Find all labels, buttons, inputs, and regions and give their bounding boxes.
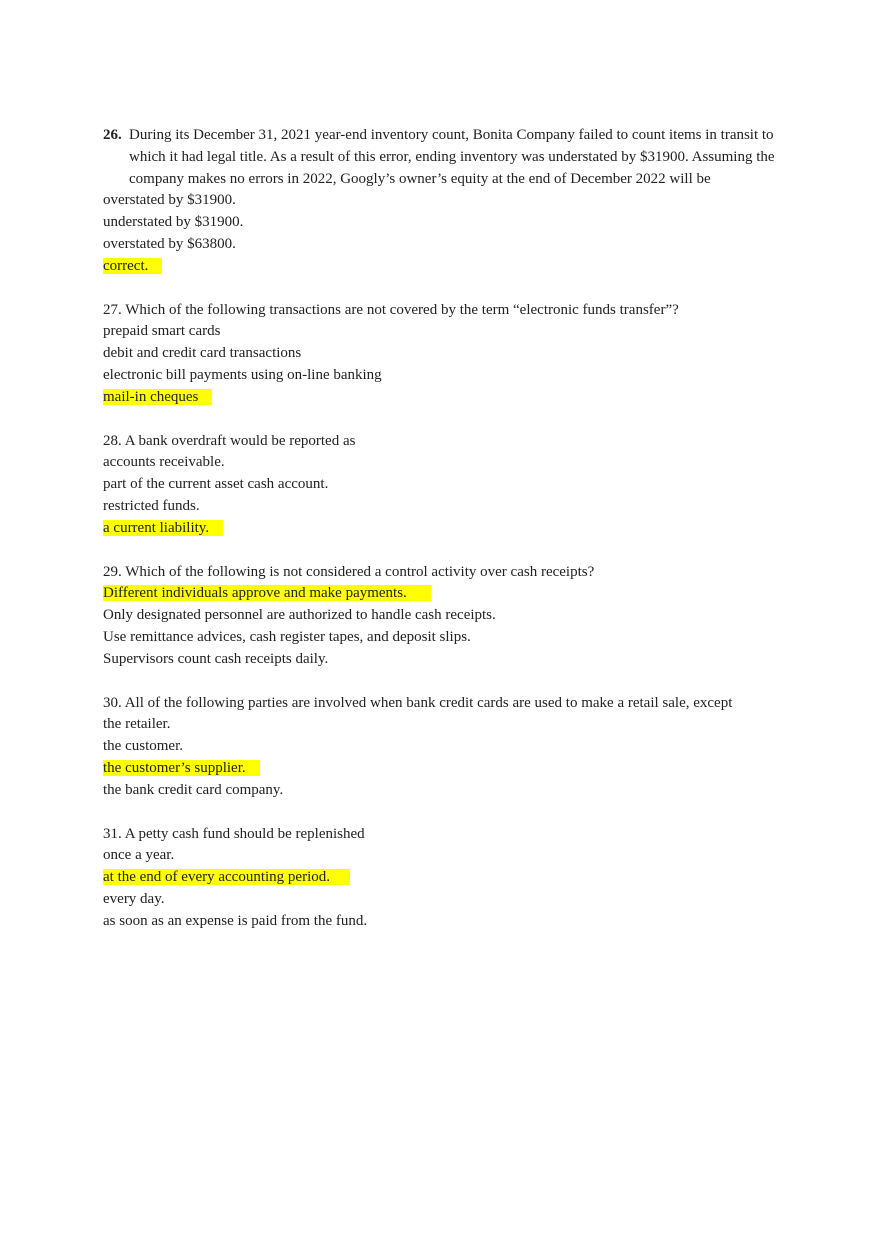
answer-option — [103, 212, 783, 234]
option-text: the retailer. — [103, 716, 171, 733]
highlighted-answer: at the end of every accounting period. — [103, 869, 350, 885]
answer-option — [103, 911, 783, 933]
answer-option — [103, 605, 783, 627]
answer-option-highlighted — [103, 387, 783, 409]
answer-option — [103, 714, 783, 736]
question-text — [103, 125, 783, 190]
answer-option-highlighted — [103, 518, 783, 540]
question-prompt: A bank overdraft would be reported as — [124, 432, 356, 449]
option-text: every day. — [103, 890, 165, 907]
answer-option — [103, 845, 783, 867]
option-text: electronic bill payments using on-line banking — [103, 366, 382, 383]
option-text: overstated by $63800. — [103, 235, 236, 252]
option-text: Only designated personnel are authorized to handle cash receipts. — [103, 607, 496, 624]
option-text: understated by $31900. — [103, 214, 244, 231]
option-text: once a year. — [103, 847, 175, 864]
answer-option — [103, 321, 783, 343]
option-text: accounts receivable. — [103, 454, 225, 471]
question-26 — [103, 125, 783, 278]
answer-option — [103, 452, 783, 474]
highlighted-answer: Different individuals approve and make payments. — [103, 585, 431, 601]
highlighted-answer: the customer’s supplier. — [103, 760, 260, 776]
answer-option — [103, 736, 783, 758]
question-list — [103, 125, 783, 955]
question-27 — [103, 300, 783, 409]
question-prompt: Which of the following is not considered a control activity over cash receipts? — [125, 563, 595, 580]
answer-option — [103, 780, 783, 802]
question-text — [103, 431, 783, 453]
question-31 — [103, 824, 783, 933]
highlighted-answer: mail-in cheques — [103, 389, 212, 405]
question-number: 29. — [103, 563, 122, 580]
question-prompt: During its December 31, 2021 year-end inventory count, Bonita Company failed to count items in transit to which it had legal title. As a result of this error, ending inventory was understated by $31900. Assuming the company makes no errors in 2022, Googly’s owner’s equity at the end of December 2022 will be — [129, 127, 775, 187]
answer-option — [103, 496, 783, 518]
highlighted-answer: a current liability. — [103, 520, 223, 536]
option-text: the bank credit card company. — [103, 781, 284, 798]
question-number: 30. — [103, 694, 122, 711]
answer-option — [103, 627, 783, 649]
question-text — [103, 824, 783, 846]
question-text — [103, 300, 783, 322]
answer-option — [103, 474, 783, 496]
question-number: 26. — [103, 127, 122, 143]
question-30 — [103, 693, 783, 802]
question-29 — [103, 562, 783, 671]
answer-option-highlighted — [103, 758, 783, 780]
answer-option — [103, 190, 783, 212]
option-text: Use remittance advices, cash register tapes, and deposit slips. — [103, 628, 471, 645]
answer-option-highlighted — [103, 256, 783, 278]
question-number: 28. — [103, 432, 122, 449]
answer-option — [103, 234, 783, 256]
question-number: 31. — [103, 825, 122, 842]
option-text: Supervisors count cash receipts daily. — [103, 650, 329, 667]
option-text: debit and credit card transactions — [103, 345, 302, 362]
question-prompt: All of the following parties are involved when bank credit cards are used to make a retail sale, except — [124, 694, 733, 711]
answer-option — [103, 343, 783, 365]
question-prompt: Which of the following transactions are not covered by the term “electronic funds transfer”? — [125, 301, 679, 318]
answer-option — [103, 649, 783, 671]
option-text: restricted funds. — [103, 497, 200, 514]
question-text — [103, 693, 783, 715]
question-prompt: A petty cash fund should be replenished — [124, 825, 365, 842]
option-text: prepaid smart cards — [103, 323, 221, 340]
answer-option — [103, 365, 783, 387]
question-text — [103, 562, 783, 584]
answer-option-highlighted — [103, 583, 783, 605]
option-text: part of the current asset cash account. — [103, 476, 329, 493]
question-28 — [103, 431, 783, 540]
question-number: 27. — [103, 301, 122, 318]
option-text: overstated by $31900. — [103, 192, 236, 209]
option-text: as soon as an expense is paid from the fund. — [103, 912, 368, 929]
answer-option-highlighted — [103, 867, 783, 889]
highlighted-answer: correct. — [103, 258, 162, 274]
option-text: the customer. — [103, 738, 183, 755]
answer-option — [103, 889, 783, 911]
